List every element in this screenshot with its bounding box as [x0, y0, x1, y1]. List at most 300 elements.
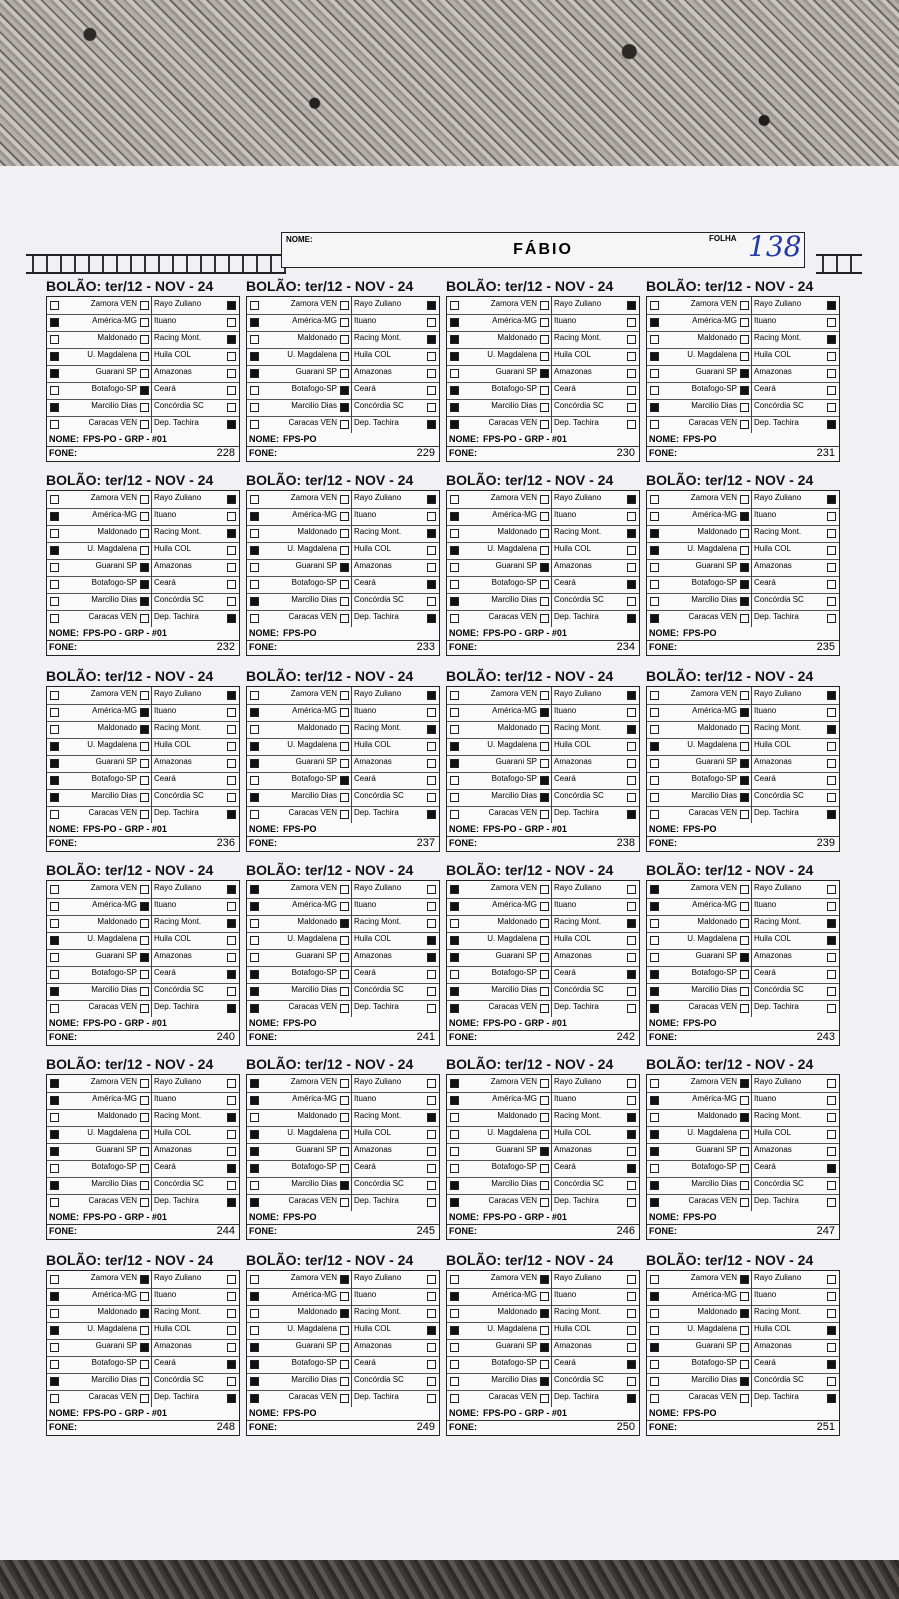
away-win-checkbox[interactable] — [627, 1292, 636, 1301]
away-win-checkbox[interactable] — [827, 597, 836, 606]
away-win-checkbox[interactable] — [427, 352, 436, 361]
away-win-checkbox[interactable] — [827, 810, 836, 819]
away-win-checkbox[interactable] — [227, 1164, 236, 1173]
draw-checkbox[interactable] — [140, 885, 149, 894]
draw-checkbox[interactable] — [740, 420, 749, 429]
away-win-checkbox[interactable] — [827, 369, 836, 378]
away-win-checkbox[interactable] — [427, 597, 436, 606]
home-win-checkbox[interactable] — [50, 708, 59, 717]
draw-checkbox[interactable] — [740, 810, 749, 819]
home-win-checkbox[interactable] — [250, 420, 259, 429]
away-win-checkbox[interactable] — [427, 386, 436, 395]
away-win-checkbox[interactable] — [627, 420, 636, 429]
home-win-checkbox[interactable] — [250, 953, 259, 962]
draw-checkbox[interactable] — [740, 1394, 749, 1403]
draw-checkbox[interactable] — [340, 563, 349, 572]
draw-checkbox[interactable] — [340, 420, 349, 429]
home-win-checkbox[interactable] — [50, 301, 59, 310]
home-win-checkbox[interactable] — [50, 776, 59, 785]
away-win-checkbox[interactable] — [227, 725, 236, 734]
draw-checkbox[interactable] — [340, 318, 349, 327]
draw-checkbox[interactable] — [340, 1394, 349, 1403]
away-win-checkbox[interactable] — [627, 1377, 636, 1386]
home-win-checkbox[interactable] — [250, 885, 259, 894]
away-win-checkbox[interactable] — [227, 546, 236, 555]
home-win-checkbox[interactable] — [450, 403, 459, 412]
away-win-checkbox[interactable] — [827, 970, 836, 979]
away-win-checkbox[interactable] — [227, 987, 236, 996]
away-win-checkbox[interactable] — [827, 1096, 836, 1105]
away-win-checkbox[interactable] — [627, 614, 636, 623]
draw-checkbox[interactable] — [540, 793, 549, 802]
home-win-checkbox[interactable] — [450, 546, 459, 555]
draw-checkbox[interactable] — [140, 512, 149, 521]
draw-checkbox[interactable] — [540, 885, 549, 894]
draw-checkbox[interactable] — [340, 495, 349, 504]
away-win-checkbox[interactable] — [227, 512, 236, 521]
away-win-checkbox[interactable] — [427, 742, 436, 751]
draw-checkbox[interactable] — [340, 529, 349, 538]
draw-checkbox[interactable] — [340, 1198, 349, 1207]
home-win-checkbox[interactable] — [450, 420, 459, 429]
away-win-checkbox[interactable] — [827, 614, 836, 623]
away-win-checkbox[interactable] — [427, 810, 436, 819]
away-win-checkbox[interactable] — [427, 1326, 436, 1335]
away-win-checkbox[interactable] — [227, 386, 236, 395]
away-win-checkbox[interactable] — [827, 885, 836, 894]
draw-checkbox[interactable] — [140, 691, 149, 700]
away-win-checkbox[interactable] — [827, 953, 836, 962]
home-win-checkbox[interactable] — [650, 708, 659, 717]
away-win-checkbox[interactable] — [627, 512, 636, 521]
away-win-checkbox[interactable] — [627, 1147, 636, 1156]
away-win-checkbox[interactable] — [627, 1004, 636, 1013]
home-win-checkbox[interactable] — [650, 810, 659, 819]
away-win-checkbox[interactable] — [827, 759, 836, 768]
draw-checkbox[interactable] — [740, 369, 749, 378]
draw-checkbox[interactable] — [140, 403, 149, 412]
away-win-checkbox[interactable] — [827, 919, 836, 928]
draw-checkbox[interactable] — [140, 793, 149, 802]
away-win-checkbox[interactable] — [227, 793, 236, 802]
home-win-checkbox[interactable] — [450, 793, 459, 802]
home-win-checkbox[interactable] — [250, 987, 259, 996]
draw-checkbox[interactable] — [740, 529, 749, 538]
away-win-checkbox[interactable] — [627, 529, 636, 538]
away-win-checkbox[interactable] — [227, 495, 236, 504]
draw-checkbox[interactable] — [540, 742, 549, 751]
away-win-checkbox[interactable] — [227, 1079, 236, 1088]
draw-checkbox[interactable] — [540, 495, 549, 504]
draw-checkbox[interactable] — [140, 369, 149, 378]
draw-checkbox[interactable] — [140, 1004, 149, 1013]
draw-checkbox[interactable] — [540, 1394, 549, 1403]
away-win-checkbox[interactable] — [427, 301, 436, 310]
draw-checkbox[interactable] — [740, 1113, 749, 1122]
home-win-checkbox[interactable] — [250, 1343, 259, 1352]
draw-checkbox[interactable] — [740, 742, 749, 751]
home-win-checkbox[interactable] — [250, 495, 259, 504]
draw-checkbox[interactable] — [740, 1004, 749, 1013]
draw-checkbox[interactable] — [140, 1343, 149, 1352]
away-win-checkbox[interactable] — [227, 1360, 236, 1369]
away-win-checkbox[interactable] — [627, 352, 636, 361]
home-win-checkbox[interactable] — [50, 936, 59, 945]
away-win-checkbox[interactable] — [627, 759, 636, 768]
away-win-checkbox[interactable] — [627, 970, 636, 979]
home-win-checkbox[interactable] — [450, 352, 459, 361]
away-win-checkbox[interactable] — [827, 1275, 836, 1284]
draw-checkbox[interactable] — [740, 563, 749, 572]
draw-checkbox[interactable] — [340, 546, 349, 555]
away-win-checkbox[interactable] — [827, 1326, 836, 1335]
draw-checkbox[interactable] — [740, 1147, 749, 1156]
home-win-checkbox[interactable] — [250, 369, 259, 378]
home-win-checkbox[interactable] — [650, 759, 659, 768]
home-win-checkbox[interactable] — [250, 902, 259, 911]
draw-checkbox[interactable] — [740, 936, 749, 945]
away-win-checkbox[interactable] — [427, 1343, 436, 1352]
away-win-checkbox[interactable] — [227, 1147, 236, 1156]
draw-checkbox[interactable] — [340, 614, 349, 623]
draw-checkbox[interactable] — [540, 987, 549, 996]
away-win-checkbox[interactable] — [627, 369, 636, 378]
draw-checkbox[interactable] — [740, 708, 749, 717]
draw-checkbox[interactable] — [740, 580, 749, 589]
away-win-checkbox[interactable] — [427, 919, 436, 928]
draw-checkbox[interactable] — [140, 1198, 149, 1207]
home-win-checkbox[interactable] — [450, 512, 459, 521]
draw-checkbox[interactable] — [540, 776, 549, 785]
away-win-checkbox[interactable] — [827, 1198, 836, 1207]
home-win-checkbox[interactable] — [50, 970, 59, 979]
home-win-checkbox[interactable] — [650, 1079, 659, 1088]
draw-checkbox[interactable] — [140, 1130, 149, 1139]
home-win-checkbox[interactable] — [50, 953, 59, 962]
home-win-checkbox[interactable] — [450, 1309, 459, 1318]
draw-checkbox[interactable] — [340, 725, 349, 734]
home-win-checkbox[interactable] — [50, 512, 59, 521]
draw-checkbox[interactable] — [340, 301, 349, 310]
away-win-checkbox[interactable] — [427, 793, 436, 802]
home-win-checkbox[interactable] — [250, 1164, 259, 1173]
away-win-checkbox[interactable] — [427, 369, 436, 378]
draw-checkbox[interactable] — [540, 919, 549, 928]
draw-checkbox[interactable] — [540, 1309, 549, 1318]
draw-checkbox[interactable] — [140, 1309, 149, 1318]
away-win-checkbox[interactable] — [827, 563, 836, 572]
draw-checkbox[interactable] — [340, 1326, 349, 1335]
home-win-checkbox[interactable] — [650, 420, 659, 429]
away-win-checkbox[interactable] — [827, 1147, 836, 1156]
home-win-checkbox[interactable] — [250, 386, 259, 395]
home-win-checkbox[interactable] — [650, 1113, 659, 1122]
draw-checkbox[interactable] — [740, 1309, 749, 1318]
home-win-checkbox[interactable] — [250, 563, 259, 572]
away-win-checkbox[interactable] — [427, 1004, 436, 1013]
away-win-checkbox[interactable] — [227, 759, 236, 768]
draw-checkbox[interactable] — [340, 403, 349, 412]
home-win-checkbox[interactable] — [650, 335, 659, 344]
away-win-checkbox[interactable] — [627, 1113, 636, 1122]
draw-checkbox[interactable] — [740, 919, 749, 928]
draw-checkbox[interactable] — [740, 318, 749, 327]
draw-checkbox[interactable] — [540, 580, 549, 589]
draw-checkbox[interactable] — [540, 597, 549, 606]
away-win-checkbox[interactable] — [227, 1343, 236, 1352]
home-win-checkbox[interactable] — [50, 793, 59, 802]
draw-checkbox[interactable] — [540, 1198, 549, 1207]
draw-checkbox[interactable] — [140, 529, 149, 538]
draw-checkbox[interactable] — [140, 352, 149, 361]
away-win-checkbox[interactable] — [427, 1079, 436, 1088]
draw-checkbox[interactable] — [540, 529, 549, 538]
home-win-checkbox[interactable] — [450, 1147, 459, 1156]
home-win-checkbox[interactable] — [450, 1004, 459, 1013]
draw-checkbox[interactable] — [540, 1275, 549, 1284]
draw-checkbox[interactable] — [540, 708, 549, 717]
away-win-checkbox[interactable] — [227, 1377, 236, 1386]
home-win-checkbox[interactable] — [250, 1326, 259, 1335]
away-win-checkbox[interactable] — [227, 563, 236, 572]
away-win-checkbox[interactable] — [627, 1079, 636, 1088]
away-win-checkbox[interactable] — [427, 708, 436, 717]
away-win-checkbox[interactable] — [227, 970, 236, 979]
away-win-checkbox[interactable] — [227, 614, 236, 623]
away-win-checkbox[interactable] — [427, 614, 436, 623]
home-win-checkbox[interactable] — [650, 546, 659, 555]
home-win-checkbox[interactable] — [450, 495, 459, 504]
away-win-checkbox[interactable] — [627, 725, 636, 734]
home-win-checkbox[interactable] — [450, 953, 459, 962]
home-win-checkbox[interactable] — [650, 725, 659, 734]
away-win-checkbox[interactable] — [427, 987, 436, 996]
away-win-checkbox[interactable] — [227, 1113, 236, 1122]
home-win-checkbox[interactable] — [450, 1198, 459, 1207]
home-win-checkbox[interactable] — [50, 1309, 59, 1318]
away-win-checkbox[interactable] — [827, 546, 836, 555]
home-win-checkbox[interactable] — [50, 1275, 59, 1284]
draw-checkbox[interactable] — [740, 953, 749, 962]
draw-checkbox[interactable] — [740, 597, 749, 606]
away-win-checkbox[interactable] — [627, 919, 636, 928]
home-win-checkbox[interactable] — [450, 742, 459, 751]
draw-checkbox[interactable] — [340, 1004, 349, 1013]
away-win-checkbox[interactable] — [427, 725, 436, 734]
draw-checkbox[interactable] — [740, 1275, 749, 1284]
home-win-checkbox[interactable] — [50, 614, 59, 623]
away-win-checkbox[interactable] — [427, 1275, 436, 1284]
away-win-checkbox[interactable] — [627, 742, 636, 751]
home-win-checkbox[interactable] — [450, 759, 459, 768]
draw-checkbox[interactable] — [540, 369, 549, 378]
home-win-checkbox[interactable] — [50, 546, 59, 555]
draw-checkbox[interactable] — [540, 563, 549, 572]
away-win-checkbox[interactable] — [227, 902, 236, 911]
draw-checkbox[interactable] — [740, 1181, 749, 1190]
home-win-checkbox[interactable] — [250, 1377, 259, 1386]
home-win-checkbox[interactable] — [650, 919, 659, 928]
draw-checkbox[interactable] — [740, 1343, 749, 1352]
draw-checkbox[interactable] — [140, 810, 149, 819]
draw-checkbox[interactable] — [540, 970, 549, 979]
draw-checkbox[interactable] — [740, 386, 749, 395]
home-win-checkbox[interactable] — [250, 580, 259, 589]
away-win-checkbox[interactable] — [427, 902, 436, 911]
home-win-checkbox[interactable] — [250, 318, 259, 327]
away-win-checkbox[interactable] — [827, 987, 836, 996]
draw-checkbox[interactable] — [140, 335, 149, 344]
away-win-checkbox[interactable] — [827, 1292, 836, 1301]
home-win-checkbox[interactable] — [450, 885, 459, 894]
away-win-checkbox[interactable] — [227, 936, 236, 945]
draw-checkbox[interactable] — [540, 614, 549, 623]
away-win-checkbox[interactable] — [627, 1130, 636, 1139]
home-win-checkbox[interactable] — [50, 1394, 59, 1403]
away-win-checkbox[interactable] — [627, 1309, 636, 1318]
away-win-checkbox[interactable] — [227, 1181, 236, 1190]
away-win-checkbox[interactable] — [827, 691, 836, 700]
away-win-checkbox[interactable] — [627, 1360, 636, 1369]
home-win-checkbox[interactable] — [450, 776, 459, 785]
away-win-checkbox[interactable] — [827, 936, 836, 945]
away-win-checkbox[interactable] — [627, 563, 636, 572]
home-win-checkbox[interactable] — [50, 1343, 59, 1352]
home-win-checkbox[interactable] — [650, 1309, 659, 1318]
home-win-checkbox[interactable] — [650, 512, 659, 521]
draw-checkbox[interactable] — [340, 1113, 349, 1122]
away-win-checkbox[interactable] — [227, 403, 236, 412]
draw-checkbox[interactable] — [740, 301, 749, 310]
home-win-checkbox[interactable] — [650, 691, 659, 700]
away-win-checkbox[interactable] — [827, 420, 836, 429]
home-win-checkbox[interactable] — [50, 495, 59, 504]
draw-checkbox[interactable] — [140, 1113, 149, 1122]
home-win-checkbox[interactable] — [450, 335, 459, 344]
draw-checkbox[interactable] — [340, 793, 349, 802]
away-win-checkbox[interactable] — [627, 386, 636, 395]
home-win-checkbox[interactable] — [650, 301, 659, 310]
home-win-checkbox[interactable] — [450, 1130, 459, 1139]
draw-checkbox[interactable] — [540, 810, 549, 819]
away-win-checkbox[interactable] — [627, 936, 636, 945]
home-win-checkbox[interactable] — [50, 1198, 59, 1207]
home-win-checkbox[interactable] — [250, 352, 259, 361]
home-win-checkbox[interactable] — [650, 987, 659, 996]
away-win-checkbox[interactable] — [227, 529, 236, 538]
home-win-checkbox[interactable] — [450, 580, 459, 589]
draw-checkbox[interactable] — [540, 1004, 549, 1013]
home-win-checkbox[interactable] — [450, 691, 459, 700]
away-win-checkbox[interactable] — [427, 546, 436, 555]
home-win-checkbox[interactable] — [450, 1275, 459, 1284]
draw-checkbox[interactable] — [540, 1130, 549, 1139]
away-win-checkbox[interactable] — [827, 1181, 836, 1190]
away-win-checkbox[interactable] — [627, 1164, 636, 1173]
draw-checkbox[interactable] — [340, 810, 349, 819]
away-win-checkbox[interactable] — [827, 902, 836, 911]
home-win-checkbox[interactable] — [650, 1343, 659, 1352]
away-win-checkbox[interactable] — [227, 1394, 236, 1403]
away-win-checkbox[interactable] — [227, 1096, 236, 1105]
draw-checkbox[interactable] — [540, 1079, 549, 1088]
away-win-checkbox[interactable] — [827, 742, 836, 751]
draw-checkbox[interactable] — [740, 1130, 749, 1139]
home-win-checkbox[interactable] — [50, 885, 59, 894]
away-win-checkbox[interactable] — [227, 420, 236, 429]
home-win-checkbox[interactable] — [250, 691, 259, 700]
away-win-checkbox[interactable] — [227, 369, 236, 378]
home-win-checkbox[interactable] — [250, 793, 259, 802]
home-win-checkbox[interactable] — [450, 614, 459, 623]
home-win-checkbox[interactable] — [50, 529, 59, 538]
away-win-checkbox[interactable] — [627, 953, 636, 962]
draw-checkbox[interactable] — [140, 301, 149, 310]
away-win-checkbox[interactable] — [227, 742, 236, 751]
away-win-checkbox[interactable] — [427, 970, 436, 979]
home-win-checkbox[interactable] — [250, 759, 259, 768]
home-win-checkbox[interactable] — [650, 1360, 659, 1369]
home-win-checkbox[interactable] — [250, 810, 259, 819]
draw-checkbox[interactable] — [340, 759, 349, 768]
away-win-checkbox[interactable] — [827, 352, 836, 361]
draw-checkbox[interactable] — [340, 1292, 349, 1301]
draw-checkbox[interactable] — [140, 318, 149, 327]
home-win-checkbox[interactable] — [250, 1360, 259, 1369]
home-win-checkbox[interactable] — [650, 1130, 659, 1139]
home-win-checkbox[interactable] — [250, 919, 259, 928]
home-win-checkbox[interactable] — [650, 529, 659, 538]
draw-checkbox[interactable] — [340, 1343, 349, 1352]
away-win-checkbox[interactable] — [227, 352, 236, 361]
home-win-checkbox[interactable] — [650, 1147, 659, 1156]
away-win-checkbox[interactable] — [627, 335, 636, 344]
home-win-checkbox[interactable] — [650, 1326, 659, 1335]
away-win-checkbox[interactable] — [827, 403, 836, 412]
home-win-checkbox[interactable] — [50, 919, 59, 928]
home-win-checkbox[interactable] — [250, 512, 259, 521]
home-win-checkbox[interactable] — [50, 335, 59, 344]
home-win-checkbox[interactable] — [650, 1004, 659, 1013]
home-win-checkbox[interactable] — [50, 1004, 59, 1013]
home-win-checkbox[interactable] — [650, 1275, 659, 1284]
draw-checkbox[interactable] — [540, 546, 549, 555]
draw-checkbox[interactable] — [140, 902, 149, 911]
draw-checkbox[interactable] — [540, 1181, 549, 1190]
away-win-checkbox[interactable] — [227, 335, 236, 344]
away-win-checkbox[interactable] — [427, 563, 436, 572]
draw-checkbox[interactable] — [340, 987, 349, 996]
away-win-checkbox[interactable] — [427, 776, 436, 785]
draw-checkbox[interactable] — [340, 1096, 349, 1105]
home-win-checkbox[interactable] — [450, 810, 459, 819]
home-win-checkbox[interactable] — [50, 1079, 59, 1088]
away-win-checkbox[interactable] — [627, 1394, 636, 1403]
home-win-checkbox[interactable] — [50, 691, 59, 700]
draw-checkbox[interactable] — [740, 793, 749, 802]
draw-checkbox[interactable] — [540, 386, 549, 395]
home-win-checkbox[interactable] — [50, 1326, 59, 1335]
home-win-checkbox[interactable] — [250, 301, 259, 310]
home-win-checkbox[interactable] — [250, 1181, 259, 1190]
away-win-checkbox[interactable] — [627, 776, 636, 785]
home-win-checkbox[interactable] — [650, 902, 659, 911]
home-win-checkbox[interactable] — [250, 936, 259, 945]
draw-checkbox[interactable] — [540, 403, 549, 412]
away-win-checkbox[interactable] — [627, 885, 636, 894]
away-win-checkbox[interactable] — [627, 987, 636, 996]
home-win-checkbox[interactable] — [250, 1198, 259, 1207]
